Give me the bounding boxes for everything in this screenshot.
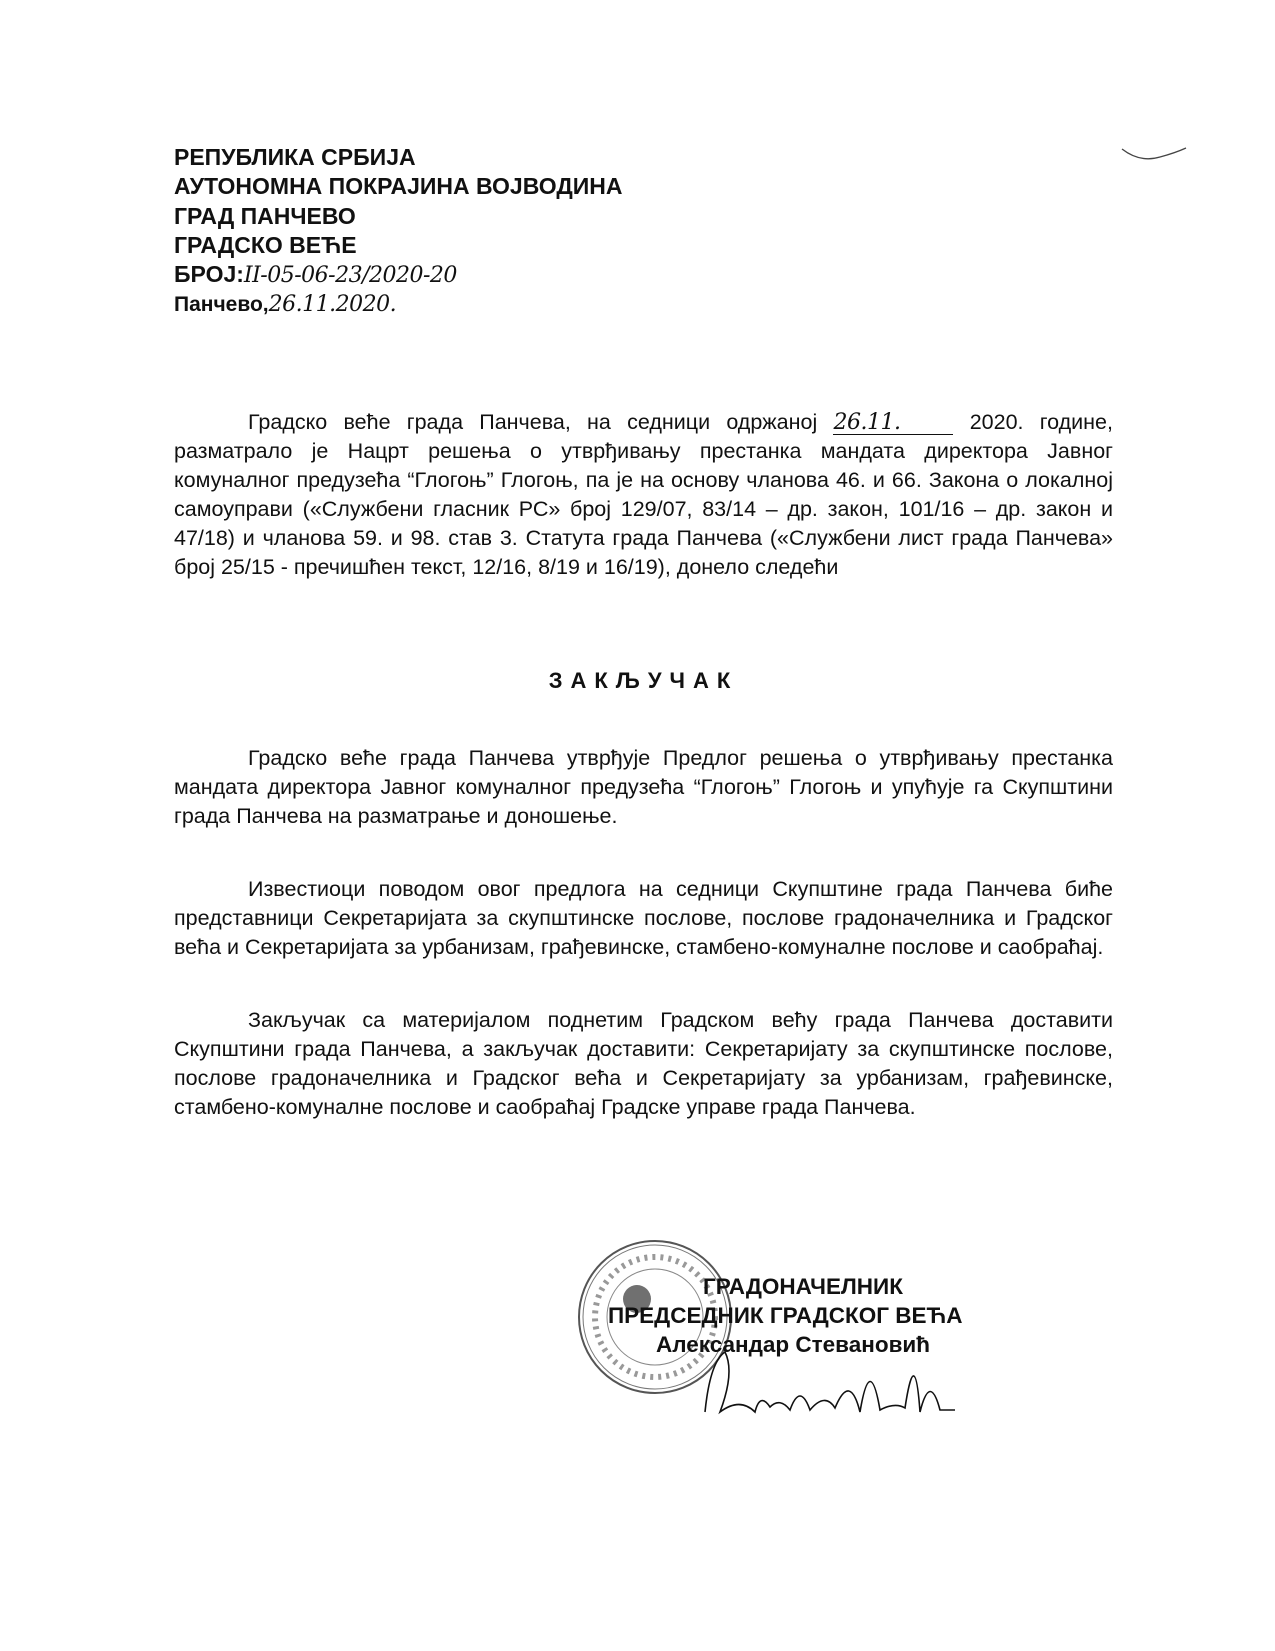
session-date-handwritten: 26.11.	[833, 412, 953, 435]
pen-mark-icon	[1120, 145, 1190, 165]
body-paragraph-3: Закључак са материјалом поднетим Градском већу града Панчева доставити Скупштини града Панчева, а закључак доставити: Секретаријату за скупштинске послове, послове градоначелника и Градског већа и Секретаријату за урбанизам, грађевинске, стамбено-комуналне послове и саобраћај Градске управе града Панчева.	[174, 1008, 1113, 1119]
signatory-name: Александар Стевановић	[656, 1332, 930, 1357]
document-body	[174, 408, 1113, 1462]
body-paragraph-1: Градско веће града Панчева утврђује Предлог решења о утврђивању престанка мандата директора Јавног комуналног предузећа “Глогоњ” Глогоњ и упућује га Скупштини града Панчева на разматрање и доношење.	[174, 746, 1113, 828]
header-city: ГРАД ПАНЧЕВО	[174, 202, 356, 229]
date-handwritten: 26.11.2020.	[268, 292, 397, 318]
place-date: Панчево,26.11.2020.	[174, 292, 397, 318]
header-council: ГРАДСКО ВЕЋЕ	[174, 231, 357, 258]
document-title: ЗАКЉУЧАК	[548, 668, 739, 693]
header-province: АУТОНОМНА ПОКРАЈИНА ВОЈВОДИНА	[174, 173, 623, 200]
document-header	[174, 143, 622, 320]
document-number-handwritten: II-05-06-23/2020-20	[243, 263, 457, 289]
signature-block	[608, 1272, 1048, 1359]
signature-mayor: ГРАДОНАЧЕЛНИК	[703, 1274, 903, 1299]
signature-council-president: ПРЕДСЕДНИК ГРАДСКОГ ВЕЋА	[608, 1303, 963, 1328]
body-paragraph-2: Известиоци поводом овог предлога на седници Скупштине града Панчева биће представници Секретаријата за скупштинске послове, послове градоначелника и Градског већа и Секретаријата за урбанизам, грађевинске, стамбено-комуналне послове и саобраћај.	[174, 877, 1113, 959]
intro-paragraph: Градско веће града Панчева, на седници одржаној 26.11. 2020. године, разматрало је Нацрт решења о утврђивању престанка мандата директора Јавног комуналног предузећа “Глогоњ” Глогоњ, па је на основу чланова 46. и 66. Закона о локалној самоуправи («Службени гласник РС» број 129/07, 83/14 – др. закон, 101/16 – др. закон и 47/18) и чланова 59. и 98. став 3. Статута града Панчева («Службени лист града Панчева» број 25/15 - пречишћен текст, 12/16, 8/19 и 16/19), донело следећи	[174, 410, 1113, 579]
document-number: БРОЈ:II-05-06-23/2020-20	[174, 261, 457, 289]
header-republic: РЕПУБЛИКА СРБИЈА	[174, 144, 416, 170]
signature-area	[608, 1272, 1048, 1462]
